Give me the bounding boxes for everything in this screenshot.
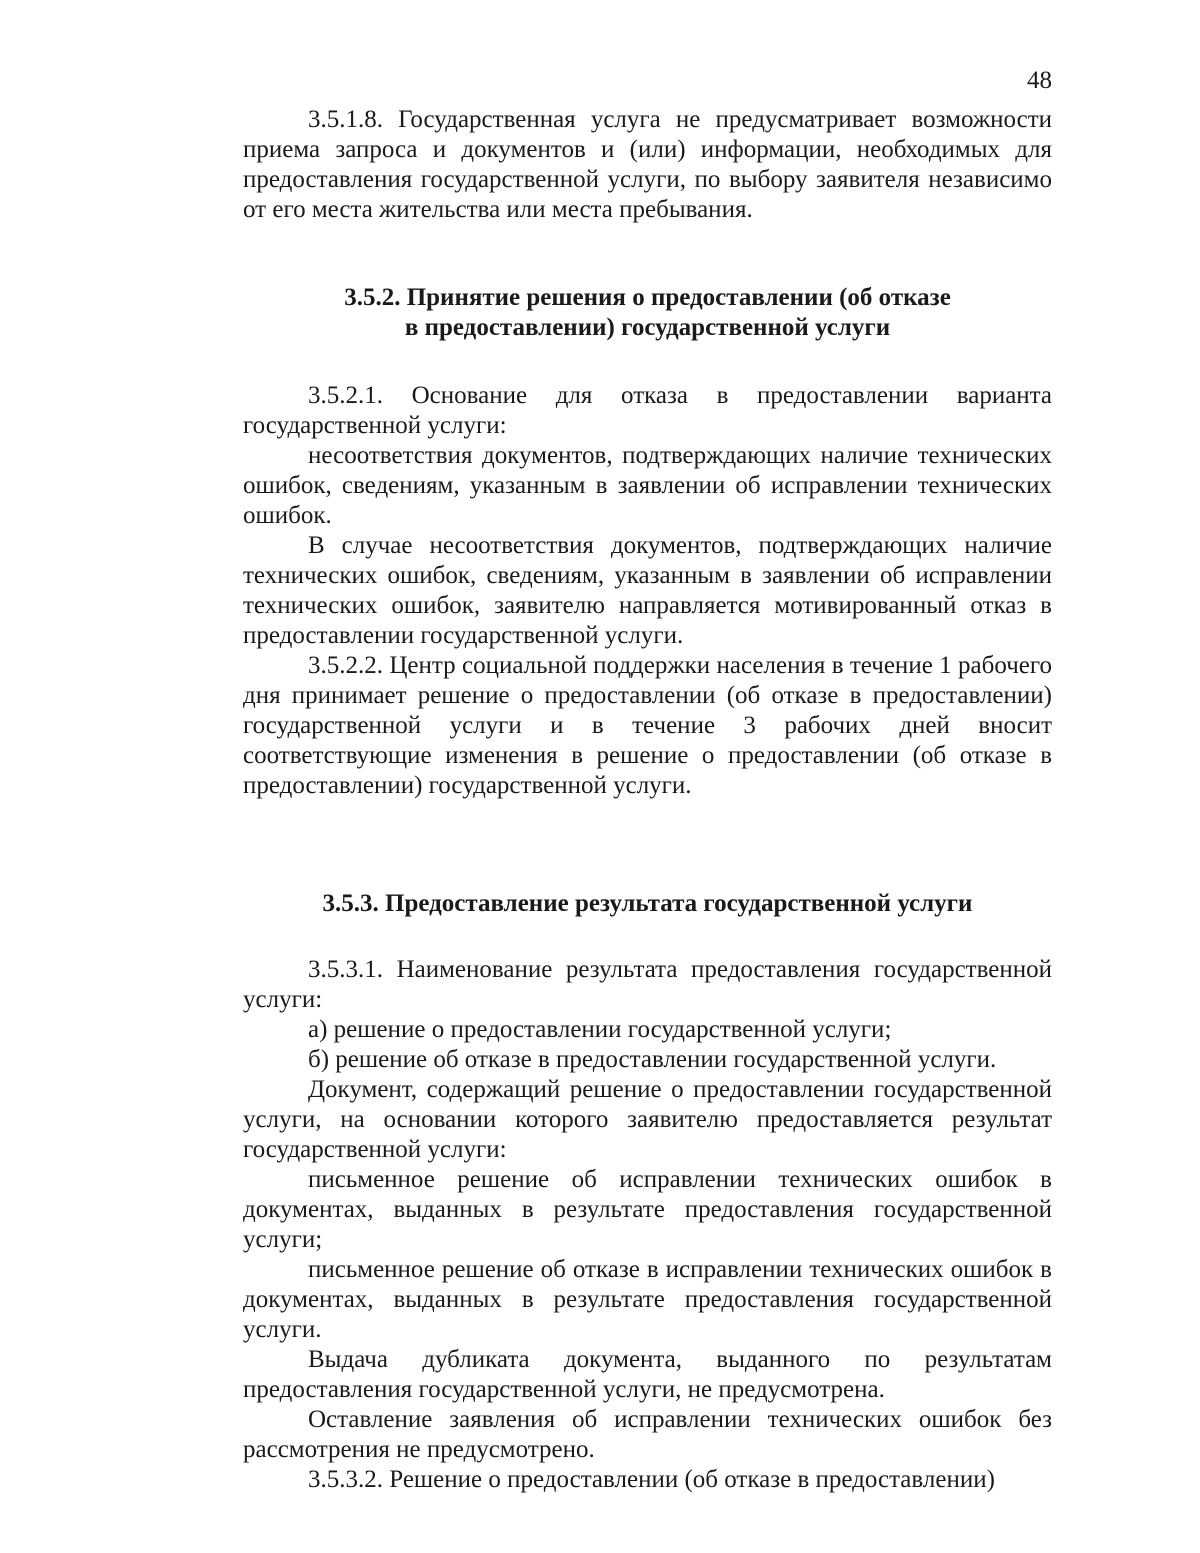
heading-line: в предоставлении) государственной услуги <box>404 314 891 341</box>
paragraph: В случае несоответствия документов, подтверждающих наличие технических ошибок, сведениям, указанным в заявлении об исправлении технических ошибок, заявителю направляется мотивированный отказ в предоставлении государственной услуги. <box>243 532 1052 649</box>
list-item-a: а) решение о предоставлении государственной услуги; <box>308 1016 892 1043</box>
paragraph-3-5-2-1: 3.5.2.1. Основание для отказа в предоставлении варианта государственной услуги: <box>243 382 1052 439</box>
paragraph-3-5-3-2: 3.5.3.2. Решение о предоставлении (об отказе в предоставлении) <box>308 1466 995 1493</box>
list-item-b: б) решение об отказе в предоставлении государственной услуги. <box>308 1046 997 1073</box>
section-heading-3-5-2 <box>243 283 1052 343</box>
paragraph: письменное решение об отказе в исправлении технических ошибок в документах, выданных в результате предоставления государственной услуги. <box>243 1256 1052 1343</box>
page-number: 48 <box>1027 67 1052 94</box>
paragraph-3-5-1-8: 3.5.1.8. Государственная услуга не предусматривает возможности приема запроса и документов и (или) информации, необходимых для предоставления государственной услуги, по выбору заявителя независимо от его места жительства или места пребывания. <box>243 106 1052 223</box>
paragraph: несоответствия документов, подтверждающих наличие технических ошибок, сведениям, указанным в заявлении об исправлении технических ошибок. <box>243 442 1052 529</box>
paragraph: Оставление заявления об исправлении технических ошибок без рассмотрения не предусмотрено. <box>243 1406 1052 1463</box>
paragraph: Выдача дубликата документа, выданного по результатам предоставления государственной услуги, не предусмотрена. <box>243 1346 1052 1403</box>
section-heading-3-5-3 <box>243 889 1052 919</box>
document-body <box>243 105 1052 1495</box>
heading-line: 3.5.2. Принятие решения о предоставлении (об отказе <box>344 284 951 311</box>
paragraph: письменное решение об исправлении технических ошибок в документах, выданных в результате предоставления государственной услуги; <box>243 1166 1052 1253</box>
paragraph: Документ, содержащий решение о предоставлении государственной услуги, на основании которого заявителю предоставляется результат государственной услуги: <box>243 1076 1052 1163</box>
paragraph-3-5-3-1: 3.5.3.1. Наименование результата предоставления государственной услуги: <box>243 956 1052 1013</box>
heading-line: 3.5.3. Предоставление результата государственной услуги <box>322 890 973 917</box>
paragraph-3-5-2-2: 3.5.2.2. Центр социальной поддержки населения в течение 1 рабочего дня принимает решение о предоставлении (об отказе в предоставлении) государственной услуги и в течение 3 рабочих дней вносит соответствующие изменения в решение о предоставлении (об отказе в предоставлении) государственной услуги. <box>243 652 1052 799</box>
